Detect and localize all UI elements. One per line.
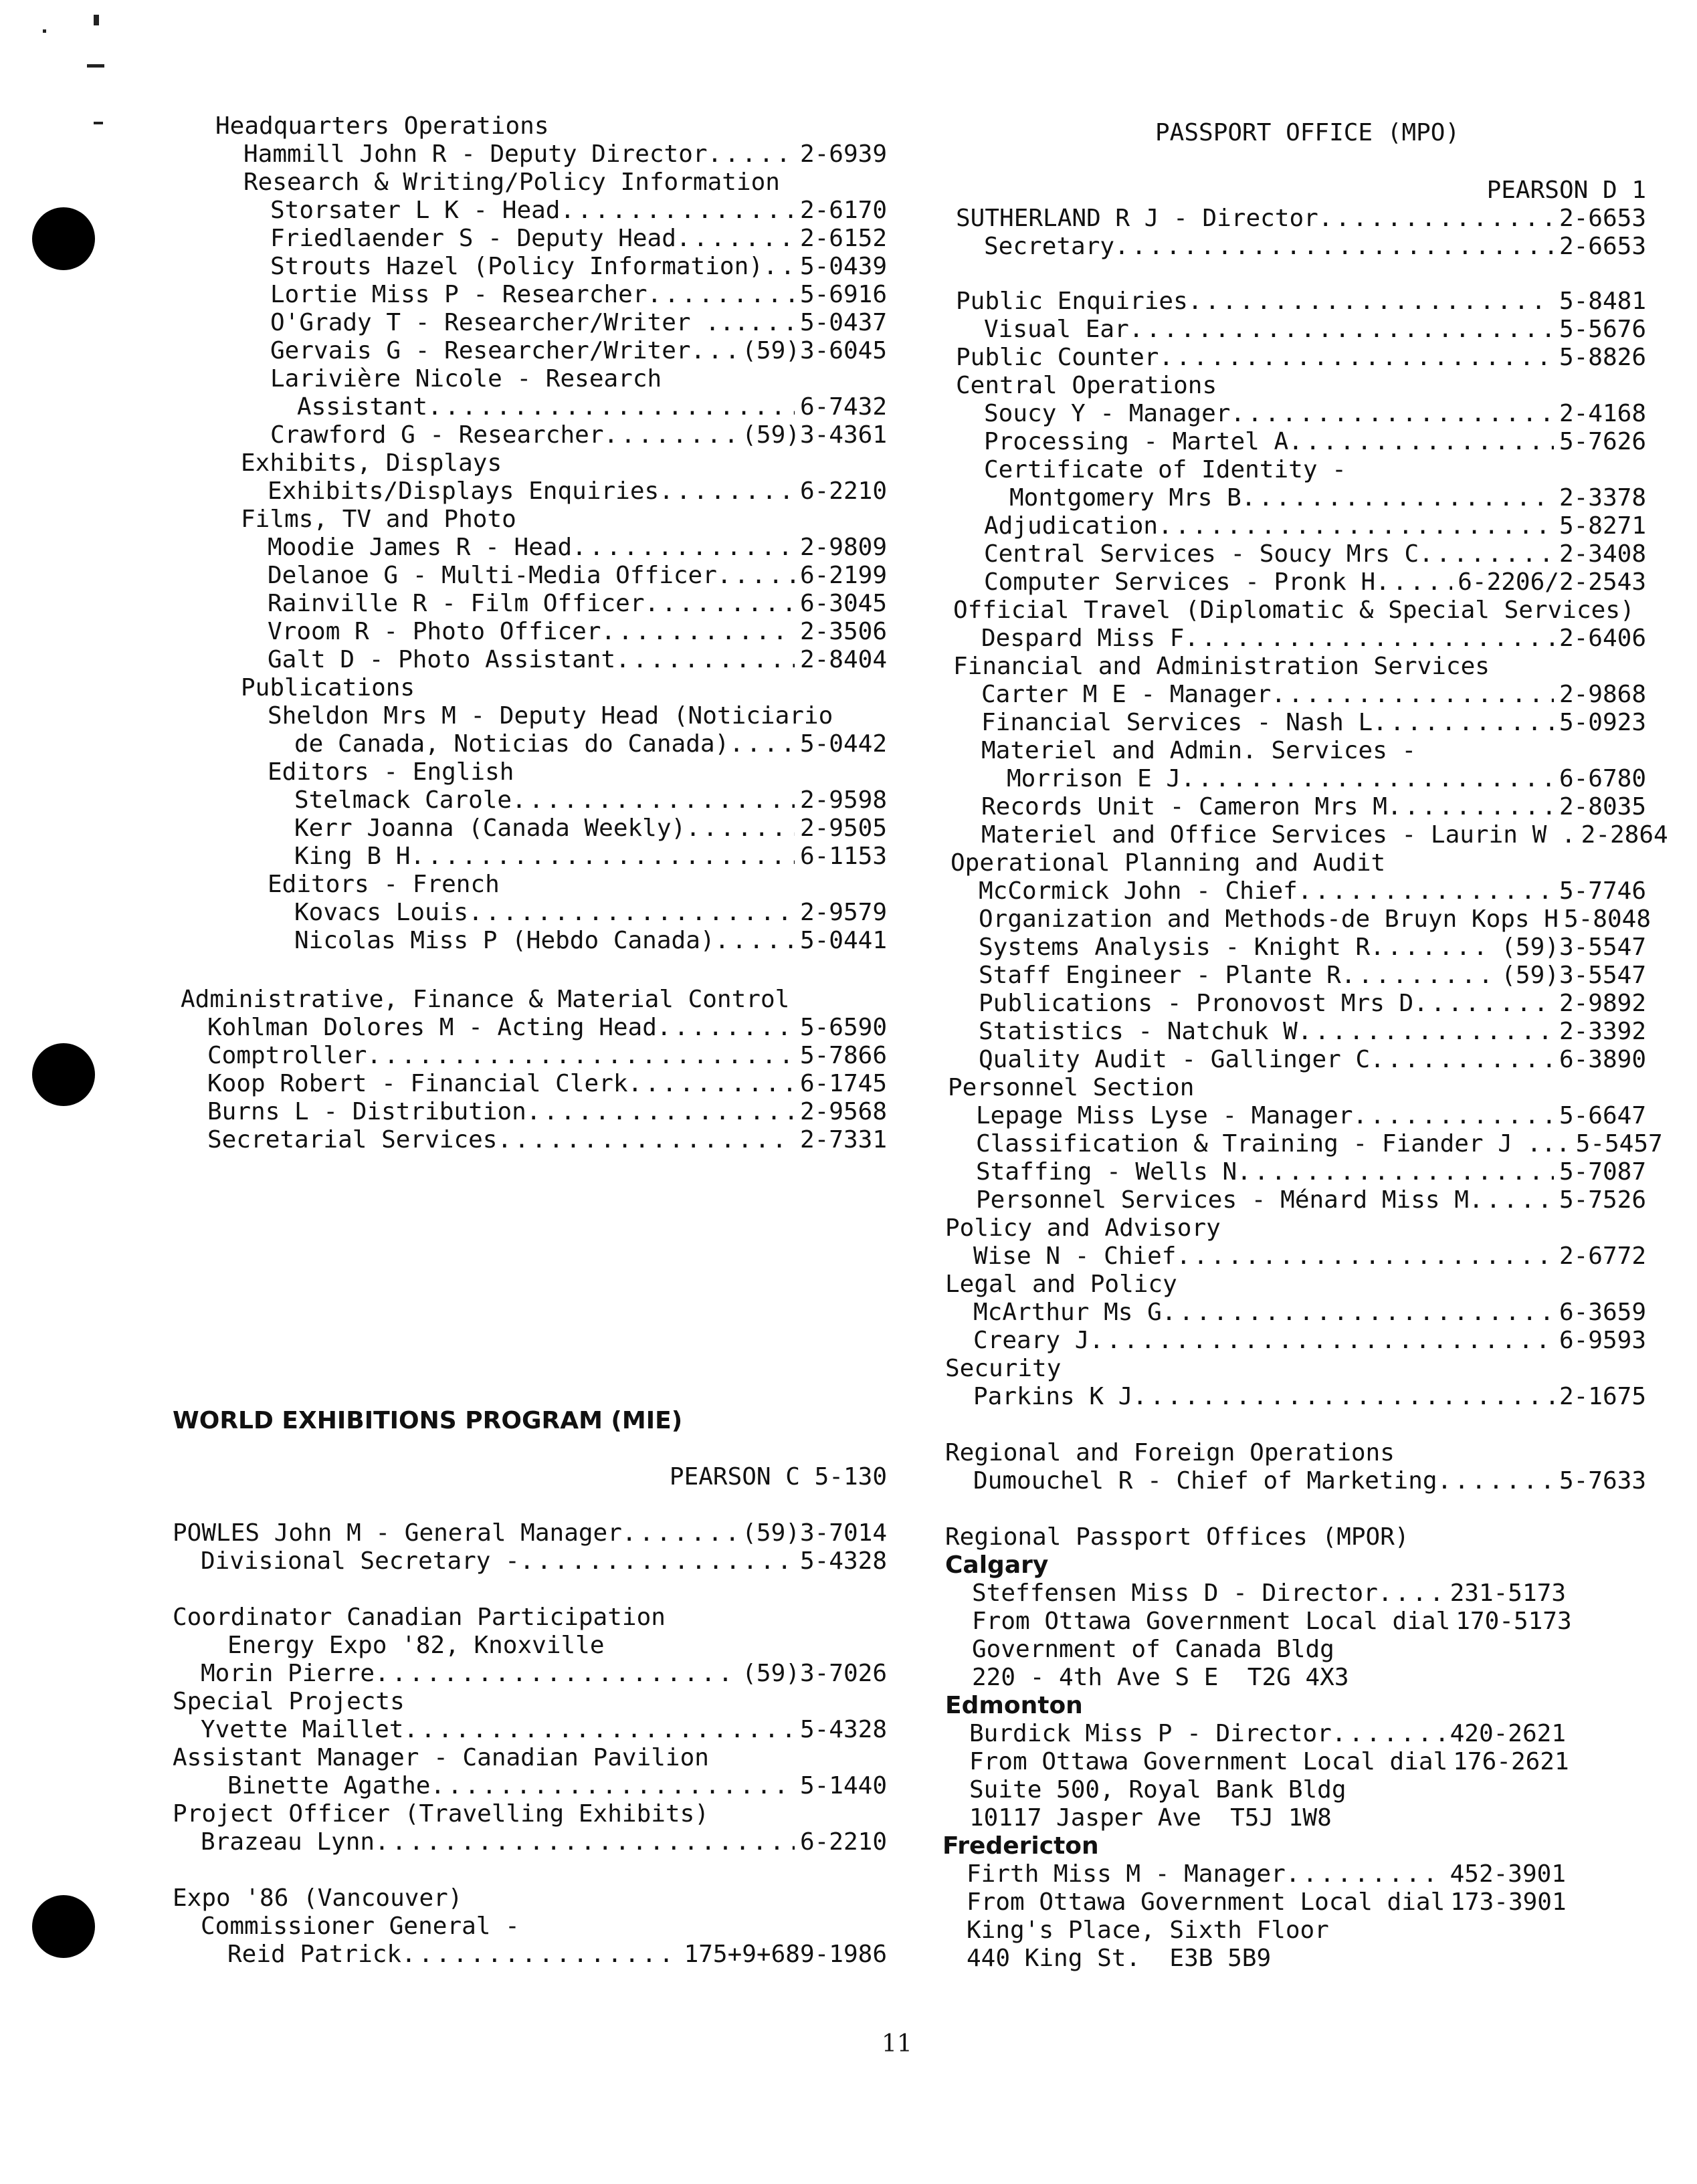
directory-entry: Materiel and Office Services - Laurin W . 2-2864: [981, 821, 1668, 849]
directory-entry: Crawford G - Researcher ..... (59)3-4361: [270, 421, 887, 449]
entry-text: Coordinator Canadian Participation: [173, 1604, 666, 1631]
directory-entry: Central Services - Soucy Mrs C ..... 2-3408: [984, 540, 1646, 568]
directory-entry: Dumouchel R - Chief of Marketing ..... 5-7633: [973, 1467, 1646, 1495]
directory-entry: Gervais G - Researcher/Writer ..... (59)3-6045: [270, 337, 887, 365]
directory-entry: Parkins K J ..... 2-1675: [973, 1383, 1646, 1411]
subsection-heading: Legal and Policy: [945, 1271, 1177, 1298]
directory-entry: Nicolas Miss P (Hebdo Canada) ..... 5-0441: [294, 927, 887, 955]
directory-entry: Public Enquiries ..... 5-8481: [956, 288, 1646, 316]
binder-hole: [32, 1895, 95, 1958]
directory-entry: Vroom R - Photo Officer ..... 2-3506: [268, 618, 887, 646]
section-heading: Administrative, Finance & Material Control: [181, 986, 790, 1013]
entry-text: Certificate of Identity -: [984, 456, 1346, 483]
directory-entry: Soucy Y - Manager ..... 2-4168: [984, 400, 1646, 428]
subsection-heading: Security: [945, 1355, 1062, 1382]
directory-entry: Carter M E - Manager ..... 2-9868: [981, 681, 1646, 709]
directory-entry: Systems Analysis - Knight R ..... (59)3-5547: [979, 934, 1646, 962]
directory-entry: Galt D - Photo Assistant ..... 2-8404: [268, 646, 887, 674]
directory-entry: Delanoe G - Multi-Media Officer ..... 6-2199: [268, 562, 887, 590]
directory-entry: Secretary ..... 2-6653: [984, 233, 1646, 261]
section-heading: WORLD EXHIBITIONS PROGRAM (MIE): [173, 1407, 683, 1434]
address-line: 10117 Jasper Ave T5J 1W8: [969, 1804, 1332, 1832]
directory-entry: King B H ..... 6-1153: [294, 843, 887, 871]
address-line: King's Place, Sixth Floor: [967, 1917, 1329, 1944]
subsection-heading: Financial and Administration Services: [953, 653, 1490, 680]
directory-entry: Burns L - Distribution ..... 2-9568: [207, 1098, 887, 1126]
entry-text: Sheldon Mrs M - Deputy Head (Noticiario: [268, 702, 833, 730]
address-line: 220 - 4th Ave S E T2G 4X3: [972, 1664, 1349, 1691]
directory-entry: Organization and Methods-de Bruyn Kops H 5-8048: [979, 905, 1651, 933]
directory-entry: Stelmack Carole ..... 2-9598: [294, 786, 887, 814]
directory-entry: SUTHERLAND R J - Director ..... 2-6653: [956, 205, 1646, 233]
office-location: PEARSON C 5-130: [669, 1463, 887, 1491]
directory-entry: Public Counter ..... 5-8826: [956, 344, 1646, 372]
directory-entry: Koop Robert - Financial Clerk ..... 6-1745: [207, 1070, 887, 1098]
scan-speck: [43, 29, 46, 33]
directory-entry: Kerr Joanna (Canada Weekly) ..... 2-9505: [294, 814, 887, 843]
directory-entry: Friedlaender S - Deputy Head ..... 2-6152: [270, 225, 887, 253]
directory-entry: Records Unit - Cameron Mrs M ..... 2-8035: [981, 793, 1646, 821]
directory-entry: Classification & Training - Fiander J ... 5-5457: [976, 1130, 1663, 1158]
binder-hole: [32, 1043, 95, 1106]
subsection-heading: Policy and Advisory: [945, 1214, 1221, 1242]
section-heading: PASSPORT OFFICE (MPO): [1155, 119, 1460, 146]
directory-entry: Rainville R - Film Officer ..... 6-3045: [268, 590, 887, 618]
section-heading: Headquarters Operations: [215, 112, 549, 140]
directory-entry: de Canada, Noticias do Canada) ..... 5-0442: [294, 730, 887, 758]
directory-entry: Secretarial Services ..... 2-7331: [207, 1126, 887, 1154]
directory-entry: From Ottawa Government Local dial 173-3901: [967, 1888, 1567, 1916]
entry-text: Commissioner General -: [201, 1913, 520, 1940]
directory-entry: Statistics - Natchuk W ..... 2-3392: [979, 1018, 1646, 1046]
subsection-heading: Expo '86 (Vancouver): [173, 1884, 463, 1912]
directory-entry: Moodie James R - Head ..... 2-9809: [268, 534, 887, 562]
directory-entry: From Ottawa Government Local dial 170-5173: [972, 1608, 1572, 1635]
scan-speck: [87, 64, 104, 68]
directory-entry: Wise N - Chief ..... 2-6772: [973, 1242, 1646, 1271]
directory-entry: Lepage Miss Lyse - Manager ..... 5-6647: [976, 1102, 1646, 1130]
entry-text: Energy Expo '82, Knoxville: [227, 1632, 605, 1659]
city-heading-calgary: Calgary: [945, 1551, 1049, 1579]
directory-entry: Publications - Pronovost Mrs D ..... 2-9892: [979, 990, 1646, 1018]
subsection-heading: Films, TV and Photo: [241, 506, 516, 533]
directory-entry: Exhibits/Displays Enquiries ..... 6-2210: [268, 477, 887, 506]
subsection-heading: Official Travel (Diplomatic & Special Services): [953, 596, 1635, 624]
address-line: Government of Canada Bldg: [972, 1636, 1334, 1663]
directory-entry: Computer Services - Pronk H ..... 6-2206/2-2543: [984, 568, 1646, 596]
directory-entry: POWLES John M - General Manager ..... (59)3-7014: [173, 1519, 887, 1547]
scan-speck: [94, 122, 103, 124]
subsection-heading: Editors - English: [268, 758, 514, 786]
directory-entry: Binette Agathe ..... 5-1440: [227, 1772, 887, 1800]
directory-entry: Reid Patrick ..... 175+9+689-1986: [227, 1941, 887, 1969]
directory-entry: Divisional Secretary - ..... 5-4328: [201, 1547, 887, 1575]
office-location: PEARSON D 1: [1486, 177, 1646, 204]
directory-entry: Lortie Miss P - Researcher ..... 5-6916: [270, 281, 887, 309]
directory-entry: Quality Audit - Gallinger C ..... 6-3890: [979, 1046, 1646, 1074]
subsection-heading: Editors - French: [268, 871, 500, 898]
scan-speck: [94, 15, 99, 25]
directory-entry: Visual Ear ..... 5-5676: [984, 316, 1646, 344]
directory-entry: Yvette Maillet ..... 5-4328: [201, 1716, 887, 1744]
directory-entry: Staffing - Wells N ..... 5-7087: [976, 1158, 1646, 1186]
city-heading-fredericton: Fredericton: [942, 1832, 1099, 1860]
subsection-heading: Publications: [241, 674, 415, 701]
directory-entry: Firth Miss M - Manager ..... 452-3901: [967, 1860, 1566, 1888]
directory-entry: Staff Engineer - Plante R ..... (59)3-5547: [979, 962, 1646, 990]
directory-entry: Kohlman Dolores M - Acting Head ..... 5-6590: [207, 1014, 887, 1042]
directory-entry: Despard Miss F ..... 2-6406: [981, 625, 1646, 653]
directory-entry: Financial Services - Nash L ..... 5-0923: [981, 709, 1646, 737]
directory-entry: Morin Pierre ..... (59)3-7026: [201, 1660, 887, 1688]
entry-text: Assistant Manager - Canadian Pavilion: [173, 1744, 709, 1771]
directory-entry: Storsater L K - Head ..... 2-6170: [270, 197, 887, 225]
directory-entry: Creary J ..... 6-9593: [973, 1327, 1646, 1355]
directory-entry: Assistant ..... 6-7432: [297, 393, 887, 421]
directory-entry: Comptroller ..... 5-7866: [207, 1042, 887, 1070]
directory-entry: Hammill John R - Deputy Director ..... 2-6939: [243, 140, 887, 169]
directory-entry: McArthur Ms G ..... 6-3659: [973, 1299, 1646, 1327]
entry-text: Larivière Nicole - Research: [270, 365, 662, 393]
directory-entry: Kovacs Louis ..... 2-9579: [294, 899, 887, 927]
subsection-heading: Research & Writing/Policy Information: [243, 169, 780, 196]
directory-entry: Steffensen Miss D - Director ..... 231-5173: [972, 1579, 1566, 1608]
entry-text: Project Officer (Travelling Exhibits): [173, 1800, 709, 1828]
subsection-heading: Personnel Section: [948, 1074, 1195, 1101]
directory-entry: Morrison E J ..... 6-6780: [1007, 765, 1646, 793]
directory-entry: Burdick Miss P - Director ..... 420-2621: [969, 1720, 1566, 1748]
directory-entry: Personnel Services - Ménard Miss M ..... 5-7526: [976, 1186, 1646, 1214]
subsection-heading: Regional Passport Offices (MPOR): [945, 1523, 1409, 1551]
directory-entry: From Ottawa Government Local dial 176-2621: [969, 1748, 1569, 1775]
subsection-heading: Exhibits, Displays: [241, 449, 502, 477]
subsection-heading: Operational Planning and Audit: [951, 849, 1386, 877]
directory-entry: Strouts Hazel (Policy Information) ..... 5-0439: [270, 253, 887, 281]
page-number: 11: [882, 2030, 912, 2058]
directory-entry: Adjudication ..... 5-8271: [984, 512, 1646, 540]
directory-entry: O'Grady T - Researcher/Writer ... ..... 5-0437: [270, 309, 887, 337]
address-line: Suite 500, Royal Bank Bldg: [969, 1776, 1346, 1804]
entry-text: Materiel and Admin. Services -: [981, 737, 1417, 764]
directory-entry: Brazeau Lynn ..... 6-2210: [201, 1828, 887, 1856]
subsection-heading: Central Operations: [956, 372, 1217, 399]
directory-entry: McCormick John - Chief ..... 5-7746: [979, 877, 1646, 905]
address-line: 440 King St. E3B 5B9: [967, 1945, 1272, 1972]
binder-hole: [32, 207, 95, 270]
directory-entry: Processing - Martel A ..... 5-7626: [984, 428, 1646, 456]
directory-entry: Montgomery Mrs B ..... 2-3378: [1009, 484, 1646, 512]
subsection-heading: Regional and Foreign Operations: [945, 1439, 1395, 1466]
city-heading-edmonton: Edmonton: [945, 1692, 1083, 1719]
subsection-heading: Special Projects: [173, 1688, 405, 1715]
